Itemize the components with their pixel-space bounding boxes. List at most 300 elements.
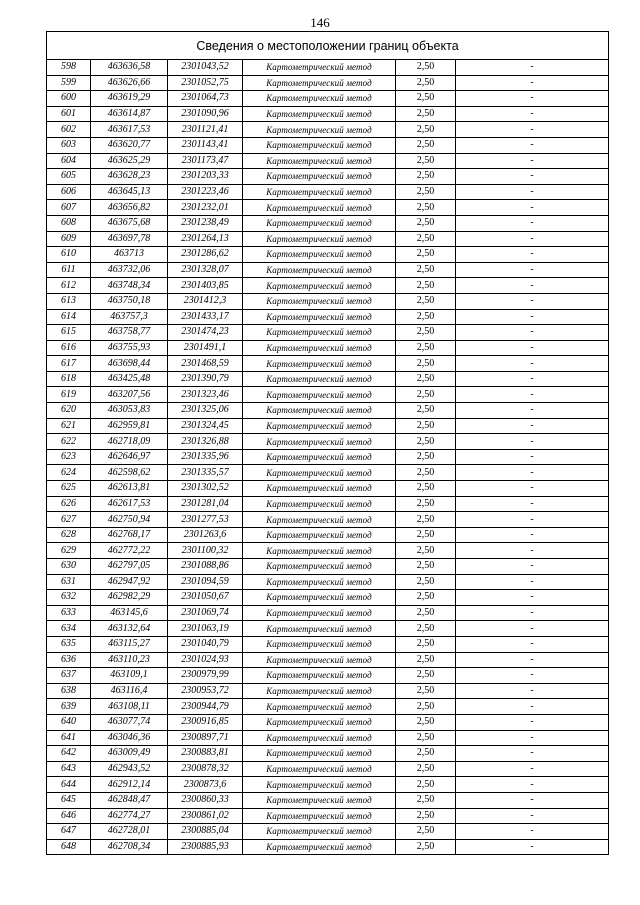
accuracy-cell: 2,50 [396, 387, 456, 403]
method-cell: Картометрический метод [243, 215, 396, 231]
point-number-cell: 638 [47, 683, 91, 699]
table-row [47, 527, 609, 543]
x-coordinate-cell: 462768,17 [91, 527, 168, 543]
x-coordinate-cell: 463425,48 [91, 371, 168, 387]
table-row [47, 106, 609, 122]
description-cell: - [456, 839, 609, 855]
accuracy-cell: 2,50 [396, 512, 456, 528]
table-row [47, 714, 609, 730]
y-coordinate-cell: 2301052,75 [168, 75, 243, 91]
x-coordinate-cell: 463675,68 [91, 215, 168, 231]
y-coordinate-cell: 2301302,52 [168, 481, 243, 497]
accuracy-cell: 2,50 [396, 465, 456, 481]
table-row [47, 481, 609, 497]
point-number-cell: 627 [47, 512, 91, 528]
table-row [47, 371, 609, 387]
method-cell: Картометрический метод [243, 231, 396, 247]
description-cell: - [456, 652, 609, 668]
method-cell: Картометрический метод [243, 122, 396, 138]
x-coordinate-cell: 463758,77 [91, 325, 168, 341]
accuracy-cell: 2,50 [396, 449, 456, 465]
point-number-cell: 613 [47, 293, 91, 309]
method-cell: Картометрический метод [243, 356, 396, 372]
accuracy-cell: 2,50 [396, 169, 456, 185]
x-coordinate-cell: 463053,83 [91, 403, 168, 419]
table-row [47, 262, 609, 278]
table-row [47, 247, 609, 263]
description-cell: - [456, 714, 609, 730]
point-number-cell: 645 [47, 792, 91, 808]
table-header-row [47, 32, 609, 60]
y-coordinate-cell: 2301232,01 [168, 200, 243, 216]
accuracy-cell: 2,50 [396, 496, 456, 512]
accuracy-cell: 2,50 [396, 371, 456, 387]
x-coordinate-cell: 463132,64 [91, 621, 168, 637]
description-cell: - [456, 137, 609, 153]
y-coordinate-cell: 2301323,46 [168, 387, 243, 403]
description-cell: - [456, 777, 609, 793]
x-coordinate-cell: 463697,78 [91, 231, 168, 247]
point-number-cell: 602 [47, 122, 91, 138]
method-cell: Картометрический метод [243, 761, 396, 777]
accuracy-cell: 2,50 [396, 434, 456, 450]
description-cell: - [456, 730, 609, 746]
point-number-cell: 631 [47, 574, 91, 590]
accuracy-cell: 2,50 [396, 278, 456, 294]
point-number-cell: 622 [47, 434, 91, 450]
point-number-cell: 617 [47, 356, 91, 372]
y-coordinate-cell: 2301286,62 [168, 247, 243, 263]
x-coordinate-cell: 463698,44 [91, 356, 168, 372]
method-cell: Картометрический метод [243, 449, 396, 465]
table-row [47, 777, 609, 793]
method-cell: Картометрический метод [243, 636, 396, 652]
y-coordinate-cell: 2301088,86 [168, 559, 243, 575]
table-row [47, 668, 609, 684]
table-row [47, 730, 609, 746]
table-row [47, 512, 609, 528]
y-coordinate-cell: 2301335,57 [168, 465, 243, 481]
method-cell: Картометрический метод [243, 746, 396, 762]
accuracy-cell: 2,50 [396, 106, 456, 122]
table-row [47, 91, 609, 107]
method-cell: Картометрический метод [243, 106, 396, 122]
accuracy-cell: 2,50 [396, 231, 456, 247]
point-number-cell: 604 [47, 153, 91, 169]
description-cell: - [456, 247, 609, 263]
accuracy-cell: 2,50 [396, 605, 456, 621]
accuracy-cell: 2,50 [396, 403, 456, 419]
x-coordinate-cell: 463645,13 [91, 184, 168, 200]
y-coordinate-cell: 2301474,23 [168, 325, 243, 341]
accuracy-cell: 2,50 [396, 636, 456, 652]
table-row [47, 184, 609, 200]
method-cell: Картометрический метод [243, 371, 396, 387]
table-row [47, 309, 609, 325]
table-row [47, 824, 609, 840]
accuracy-cell: 2,50 [396, 262, 456, 278]
accuracy-cell: 2,50 [396, 777, 456, 793]
description-cell: - [456, 465, 609, 481]
description-cell: - [456, 403, 609, 419]
x-coordinate-cell: 463009,49 [91, 746, 168, 762]
table-row [47, 465, 609, 481]
method-cell: Картометрический метод [243, 309, 396, 325]
x-coordinate-cell: 463732,06 [91, 262, 168, 278]
description-cell: - [456, 169, 609, 185]
x-coordinate-cell: 462797,05 [91, 559, 168, 575]
y-coordinate-cell: 2301324,45 [168, 418, 243, 434]
description-cell: - [456, 699, 609, 715]
y-coordinate-cell: 2301326,88 [168, 434, 243, 450]
description-cell: - [456, 340, 609, 356]
description-cell: - [456, 746, 609, 762]
method-cell: Картометрический метод [243, 325, 396, 341]
method-cell: Картометрический метод [243, 434, 396, 450]
description-cell: - [456, 590, 609, 606]
point-number-cell: 610 [47, 247, 91, 263]
point-number-cell: 615 [47, 325, 91, 341]
table-row [47, 808, 609, 824]
y-coordinate-cell: 2300953,72 [168, 683, 243, 699]
y-coordinate-cell: 2301024,93 [168, 652, 243, 668]
method-cell: Картометрический метод [243, 792, 396, 808]
method-cell: Картометрический метод [243, 262, 396, 278]
description-cell: - [456, 387, 609, 403]
x-coordinate-cell: 462959,81 [91, 418, 168, 434]
accuracy-cell: 2,50 [396, 621, 456, 637]
accuracy-cell: 2,50 [396, 683, 456, 699]
accuracy-cell: 2,50 [396, 714, 456, 730]
x-coordinate-cell: 462718,09 [91, 434, 168, 450]
point-number-cell: 637 [47, 668, 91, 684]
description-cell: - [456, 75, 609, 91]
accuracy-cell: 2,50 [396, 792, 456, 808]
x-coordinate-cell: 462772,22 [91, 543, 168, 559]
table-row [47, 403, 609, 419]
table-row [47, 356, 609, 372]
accuracy-cell: 2,50 [396, 340, 456, 356]
table-row [47, 122, 609, 138]
point-number-cell: 633 [47, 605, 91, 621]
y-coordinate-cell: 2300916,85 [168, 714, 243, 730]
description-cell: - [456, 91, 609, 107]
description-cell: - [456, 293, 609, 309]
accuracy-cell: 2,50 [396, 356, 456, 372]
point-number-cell: 612 [47, 278, 91, 294]
description-cell: - [456, 231, 609, 247]
y-coordinate-cell: 2300897,71 [168, 730, 243, 746]
point-number-cell: 601 [47, 106, 91, 122]
accuracy-cell: 2,50 [396, 418, 456, 434]
y-coordinate-cell: 2301263,6 [168, 527, 243, 543]
table-title: Сведения о местоположении границ объекта [47, 32, 609, 60]
method-cell: Картометрический метод [243, 247, 396, 263]
description-cell: - [456, 215, 609, 231]
accuracy-cell: 2,50 [396, 325, 456, 341]
y-coordinate-cell: 2301491,1 [168, 340, 243, 356]
y-coordinate-cell: 2300979,99 [168, 668, 243, 684]
y-coordinate-cell: 2301094,59 [168, 574, 243, 590]
accuracy-cell: 2,50 [396, 543, 456, 559]
description-cell: - [456, 824, 609, 840]
description-cell: - [456, 559, 609, 575]
point-number-cell: 620 [47, 403, 91, 419]
table-row [47, 60, 609, 76]
table-row [47, 325, 609, 341]
y-coordinate-cell: 2301403,85 [168, 278, 243, 294]
table-row [47, 75, 609, 91]
y-coordinate-cell: 2301050,67 [168, 590, 243, 606]
description-cell: - [456, 512, 609, 528]
x-coordinate-cell: 463757,3 [91, 309, 168, 325]
x-coordinate-cell: 463614,87 [91, 106, 168, 122]
y-coordinate-cell: 2300861,02 [168, 808, 243, 824]
x-coordinate-cell: 463109,1 [91, 668, 168, 684]
point-number-cell: 623 [47, 449, 91, 465]
accuracy-cell: 2,50 [396, 590, 456, 606]
accuracy-cell: 2,50 [396, 184, 456, 200]
y-coordinate-cell: 2301390,79 [168, 371, 243, 387]
table-row [47, 839, 609, 855]
x-coordinate-cell: 463620,77 [91, 137, 168, 153]
point-number-cell: 611 [47, 262, 91, 278]
point-number-cell: 639 [47, 699, 91, 715]
description-cell: - [456, 278, 609, 294]
method-cell: Картометрический метод [243, 777, 396, 793]
method-cell: Картометрический метод [243, 730, 396, 746]
y-coordinate-cell: 2301328,07 [168, 262, 243, 278]
accuracy-cell: 2,50 [396, 652, 456, 668]
description-cell: - [456, 496, 609, 512]
method-cell: Картометрический метод [243, 200, 396, 216]
table-row [47, 543, 609, 559]
description-cell: - [456, 761, 609, 777]
x-coordinate-cell: 463656,82 [91, 200, 168, 216]
table-row [47, 621, 609, 637]
table-row [47, 449, 609, 465]
y-coordinate-cell: 2301100,32 [168, 543, 243, 559]
x-coordinate-cell: 463617,53 [91, 122, 168, 138]
accuracy-cell: 2,50 [396, 527, 456, 543]
y-coordinate-cell: 2301468,59 [168, 356, 243, 372]
point-number-cell: 609 [47, 231, 91, 247]
x-coordinate-cell: 463636,58 [91, 60, 168, 76]
x-coordinate-cell: 463077,74 [91, 714, 168, 730]
description-cell: - [456, 636, 609, 652]
description-cell: - [456, 371, 609, 387]
point-number-cell: 646 [47, 808, 91, 824]
boundary-coordinates-table [46, 31, 609, 855]
point-number-cell: 648 [47, 839, 91, 855]
table-row [47, 792, 609, 808]
table-row [47, 231, 609, 247]
table-row [47, 496, 609, 512]
method-cell: Картометрический метод [243, 153, 396, 169]
method-cell: Картометрический метод [243, 605, 396, 621]
x-coordinate-cell: 463625,29 [91, 153, 168, 169]
table-row [47, 215, 609, 231]
x-coordinate-cell: 462617,53 [91, 496, 168, 512]
x-coordinate-cell: 462912,14 [91, 777, 168, 793]
x-coordinate-cell: 462598,62 [91, 465, 168, 481]
y-coordinate-cell: 2300873,6 [168, 777, 243, 793]
method-cell: Картометрический метод [243, 137, 396, 153]
method-cell: Картометрический метод [243, 527, 396, 543]
table-row [47, 574, 609, 590]
description-cell: - [456, 808, 609, 824]
description-cell: - [456, 543, 609, 559]
y-coordinate-cell: 2300885,93 [168, 839, 243, 855]
method-cell: Картометрический метод [243, 652, 396, 668]
x-coordinate-cell: 462728,01 [91, 824, 168, 840]
x-coordinate-cell: 463619,29 [91, 91, 168, 107]
y-coordinate-cell: 2301238,49 [168, 215, 243, 231]
method-cell: Картометрический метод [243, 387, 396, 403]
method-cell: Картометрический метод [243, 91, 396, 107]
table-row [47, 153, 609, 169]
method-cell: Картометрический метод [243, 418, 396, 434]
x-coordinate-cell: 462613,81 [91, 481, 168, 497]
point-number-cell: 605 [47, 169, 91, 185]
y-coordinate-cell: 2301064,73 [168, 91, 243, 107]
accuracy-cell: 2,50 [396, 200, 456, 216]
y-coordinate-cell: 2300883,81 [168, 746, 243, 762]
accuracy-cell: 2,50 [396, 60, 456, 76]
description-cell: - [456, 122, 609, 138]
y-coordinate-cell: 2301040,79 [168, 636, 243, 652]
description-cell: - [456, 481, 609, 497]
description-cell: - [456, 792, 609, 808]
method-cell: Картометрический метод [243, 808, 396, 824]
description-cell: - [456, 605, 609, 621]
x-coordinate-cell: 463116,4 [91, 683, 168, 699]
description-cell: - [456, 106, 609, 122]
y-coordinate-cell: 2301143,41 [168, 137, 243, 153]
x-coordinate-cell: 463115,27 [91, 636, 168, 652]
point-number-cell: 635 [47, 636, 91, 652]
accuracy-cell: 2,50 [396, 215, 456, 231]
method-cell: Картометрический метод [243, 590, 396, 606]
accuracy-cell: 2,50 [396, 481, 456, 497]
accuracy-cell: 2,50 [396, 574, 456, 590]
table-row [47, 605, 609, 621]
accuracy-cell: 2,50 [396, 247, 456, 263]
y-coordinate-cell: 2301173,47 [168, 153, 243, 169]
table-row [47, 761, 609, 777]
x-coordinate-cell: 463628,23 [91, 169, 168, 185]
method-cell: Картометрический метод [243, 465, 396, 481]
table-row [47, 434, 609, 450]
accuracy-cell: 2,50 [396, 808, 456, 824]
accuracy-cell: 2,50 [396, 668, 456, 684]
y-coordinate-cell: 2301203,33 [168, 169, 243, 185]
method-cell: Картометрический метод [243, 512, 396, 528]
accuracy-cell: 2,50 [396, 153, 456, 169]
description-cell: - [456, 184, 609, 200]
method-cell: Картометрический метод [243, 683, 396, 699]
point-number-cell: 606 [47, 184, 91, 200]
description-cell: - [456, 621, 609, 637]
page-number: 146 [310, 15, 330, 30]
table-row [47, 278, 609, 294]
method-cell: Картометрический метод [243, 293, 396, 309]
description-cell: - [456, 683, 609, 699]
y-coordinate-cell: 2301063,19 [168, 621, 243, 637]
table-row [47, 387, 609, 403]
point-number-cell: 632 [47, 590, 91, 606]
method-cell: Картометрический метод [243, 574, 396, 590]
accuracy-cell: 2,50 [396, 559, 456, 575]
accuracy-cell: 2,50 [396, 761, 456, 777]
x-coordinate-cell: 463713 [91, 247, 168, 263]
accuracy-cell: 2,50 [396, 699, 456, 715]
x-coordinate-cell: 463207,56 [91, 387, 168, 403]
description-cell: - [456, 356, 609, 372]
method-cell: Картометрический метод [243, 839, 396, 855]
point-number-cell: 603 [47, 137, 91, 153]
y-coordinate-cell: 2301412,3 [168, 293, 243, 309]
x-coordinate-cell: 462774,27 [91, 808, 168, 824]
point-number-cell: 641 [47, 730, 91, 746]
point-number-cell: 644 [47, 777, 91, 793]
table-row [47, 683, 609, 699]
accuracy-cell: 2,50 [396, 839, 456, 855]
table-row [47, 699, 609, 715]
description-cell: - [456, 449, 609, 465]
table-row [47, 652, 609, 668]
y-coordinate-cell: 2301121,41 [168, 122, 243, 138]
point-number-cell: 619 [47, 387, 91, 403]
x-coordinate-cell: 462982,29 [91, 590, 168, 606]
table-row [47, 340, 609, 356]
table-row [47, 636, 609, 652]
point-number-cell: 608 [47, 215, 91, 231]
point-number-cell: 625 [47, 481, 91, 497]
point-number-cell: 642 [47, 746, 91, 762]
x-coordinate-cell: 462750,94 [91, 512, 168, 528]
x-coordinate-cell: 463755,93 [91, 340, 168, 356]
point-number-cell: 629 [47, 543, 91, 559]
description-cell: - [456, 668, 609, 684]
accuracy-cell: 2,50 [396, 730, 456, 746]
x-coordinate-cell: 463145,6 [91, 605, 168, 621]
method-cell: Картометрический метод [243, 75, 396, 91]
method-cell: Картометрический метод [243, 543, 396, 559]
description-cell: - [456, 325, 609, 341]
table-row [47, 418, 609, 434]
x-coordinate-cell: 462848,47 [91, 792, 168, 808]
method-cell: Картометрический метод [243, 559, 396, 575]
y-coordinate-cell: 2300860,33 [168, 792, 243, 808]
point-number-cell: 607 [47, 200, 91, 216]
x-coordinate-cell: 462947,92 [91, 574, 168, 590]
description-cell: - [456, 60, 609, 76]
accuracy-cell: 2,50 [396, 122, 456, 138]
point-number-cell: 634 [47, 621, 91, 637]
method-cell: Картометрический метод [243, 668, 396, 684]
description-cell: - [456, 309, 609, 325]
x-coordinate-cell: 463626,66 [91, 75, 168, 91]
x-coordinate-cell: 463110,23 [91, 652, 168, 668]
point-number-cell: 621 [47, 418, 91, 434]
method-cell: Картометрический метод [243, 60, 396, 76]
description-cell: - [456, 574, 609, 590]
method-cell: Картометрический метод [243, 621, 396, 637]
point-number-cell: 598 [47, 60, 91, 76]
point-number-cell: 628 [47, 527, 91, 543]
description-cell: - [456, 527, 609, 543]
